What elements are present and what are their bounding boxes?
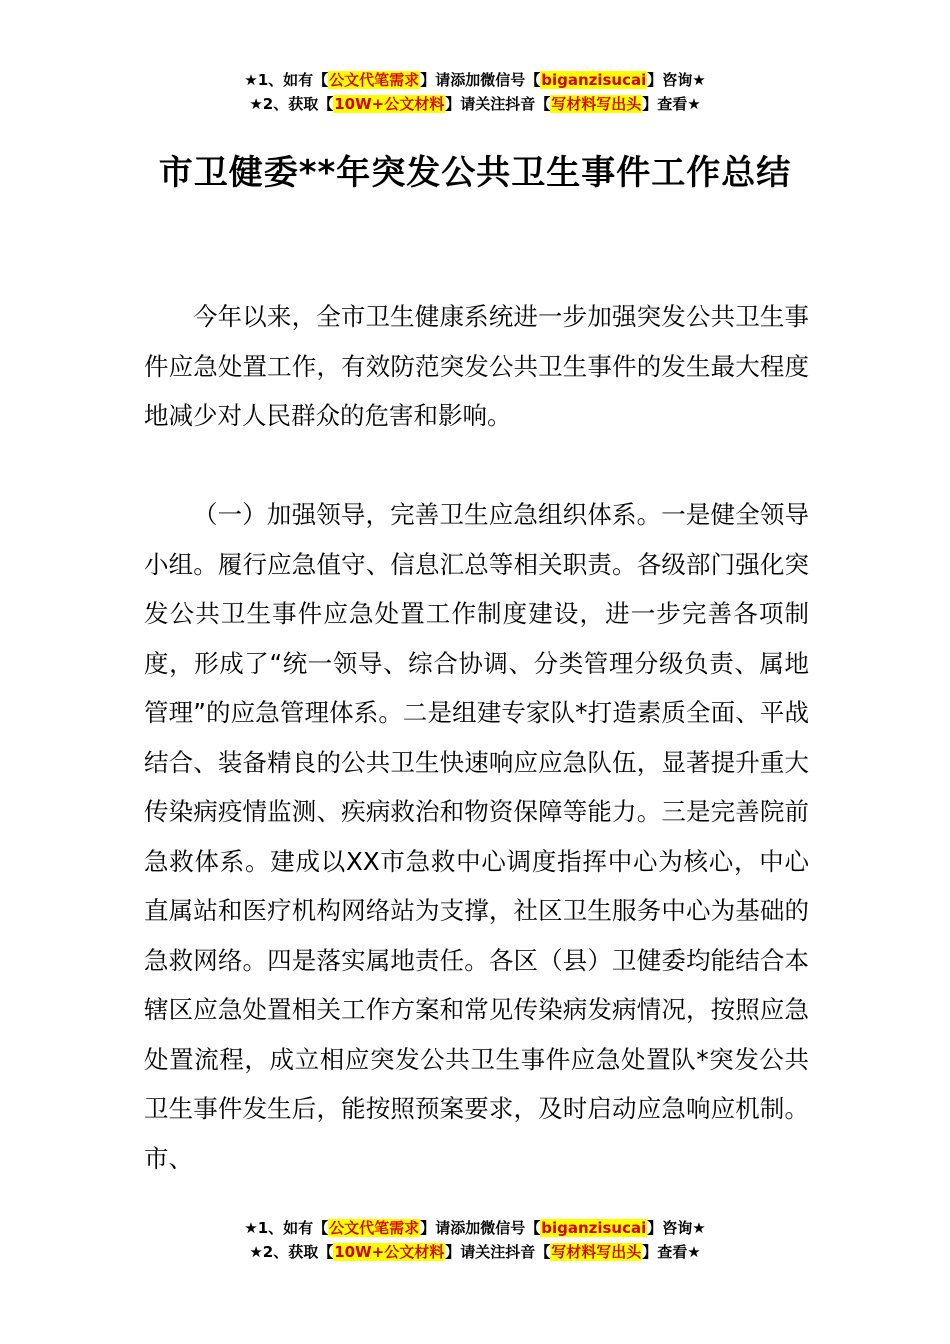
paragraph-text: （一）加强领导，完善卫生应急组织体系。一是健全领导小组。履行应急值守、信息汇总等相关职责。各级部门强化突发公共卫生事件应急处置工作制度建设，进一步完善各项制度，形成了“统一领导、综合协调、分类管理分级负责、属地管理”的应急管理体系。二是组建专家队*打造素质全面、平战结合、装备精良的公共卫生快速响应应急队伍，显著提升重大传染病疫情监测、疾病救治和物资保障等能力。三是完善院前急救体系。建成以XX市急救中心调度指挥中心为核心，中心直属站和医疗机构网络站为支撑，社区卫生服务中心为基础的急救网络。四是落实属地责任。各区（县）卫健委均能结合本辖区应急处置相关工作方案和常见传染病发病情况，按照应急处置流程，成立相应突发公共卫生事件应急处置队*突发公共卫生事件发生后，能按照预案要求，及时启动应急响应机制。市、 [144,500,809,1173]
banner-line-1 [0,1216,950,1240]
banner-text: 】请关注抖音【 [445,1243,551,1261]
banner-highlight-service: 公文代笔需求 [329,1219,420,1237]
banner-text: 】咨询★ [647,1219,706,1237]
banner-text: 】咨询★ [647,71,706,89]
banner-highlight-wechat: biganzisucai [541,1219,647,1237]
banner-text: 】查看★ [642,95,701,113]
banner-line-2 [0,92,950,116]
banner-text: ★2、获取【 [249,95,334,113]
paragraph-intro [144,292,809,441]
banner-line-1 [0,68,950,92]
banner-highlight-service: 公文代笔需求 [329,71,420,89]
banner-highlight-douyin: 写材料写出头 [551,95,642,113]
paragraph-text: 今年以来，全市卫生健康系统进一步加强突发公共卫生事件应急处置工作，有效防范突发公共卫生事件的发生最大程度地减少对人民群众的危害和影响。 [144,302,809,430]
banner-highlight-douyin: 写材料写出头 [551,1243,642,1261]
banner-text: 】请添加微信号【 [420,1219,541,1237]
banner-text: ★1、如有【 [244,1219,329,1237]
banner-highlight-materials: 10W+公文材料 [334,95,445,113]
banner-text: ★2、获取【 [249,1243,334,1261]
bottom-banner [0,1216,950,1264]
banner-text: 】请添加微信号【 [420,71,541,89]
banner-line-2 [0,1240,950,1264]
banner-text: 】查看★ [642,1243,701,1261]
paragraph-section-1 [144,490,809,1183]
banner-highlight-wechat: biganzisucai [541,71,647,89]
banner-text: ★1、如有【 [244,71,329,89]
banner-text: 】请关注抖音【 [445,95,551,113]
top-banner [0,68,950,116]
page-title: 市卫健委**年突发公共卫生事件工作总结 [158,153,792,193]
banner-highlight-materials: 10W+公文材料 [334,1243,445,1261]
